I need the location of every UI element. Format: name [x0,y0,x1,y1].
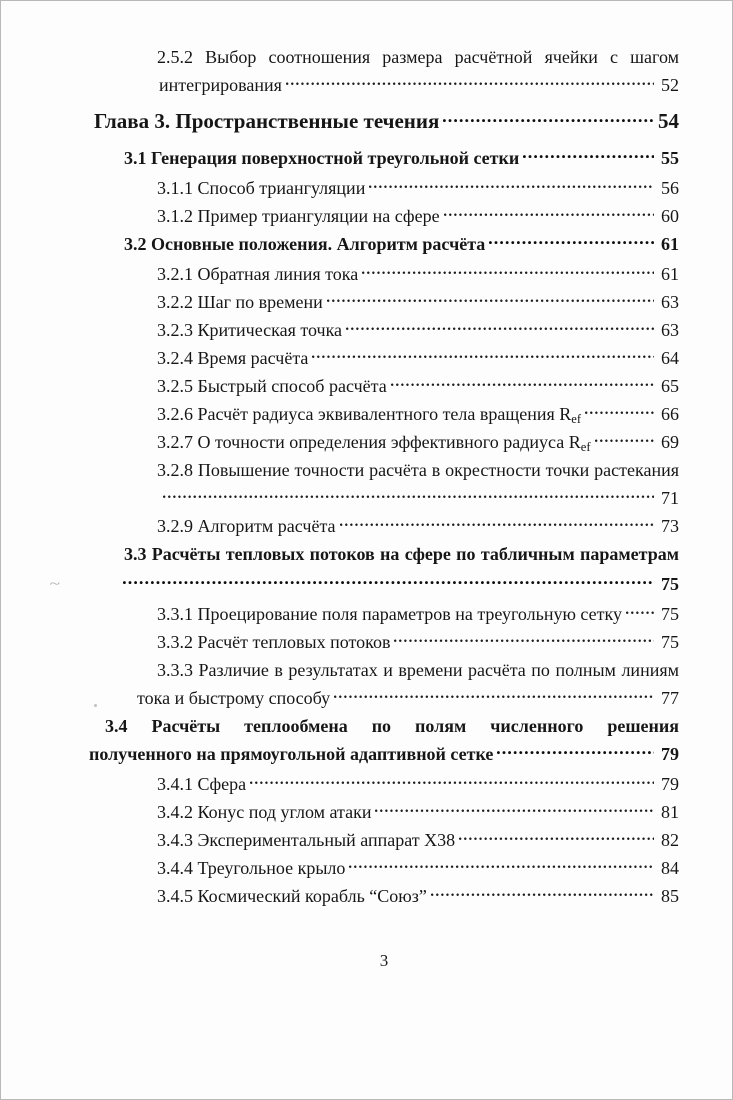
toc-entry-line: 3.2.7 О точности определения эффективного радиуса R $_{ef}$ 69 [157,428,679,456]
toc-entry-line [157,882,679,910]
page-number: 3 [379,951,389,970]
scan-artifact-dot [94,704,97,707]
toc-page-ref: 61 [661,234,679,254]
toc-entry-text: 3.4.3 Экспериментальный аппарат X38 [157,830,456,850]
toc-entry-line [157,316,679,344]
toc-entry-line [157,202,679,230]
toc-entry-line [157,288,679,316]
toc-entry-line [157,600,679,628]
toc-entry-text: 3.1.1 Способ триангуляции [157,178,366,198]
toc-page-ref: 75 [661,632,679,652]
toc-page-ref: 79 [661,774,679,794]
toc-entry-text: 3.1.2 Пример триангуляции на сфере [157,206,440,226]
toc-entry-text: 3.4 Расчёты теплообмена по полям численного решения [105,716,679,736]
toc-entry-text: 3.3.1 Проецирование поля параметров на треугольную сетку [157,604,622,624]
toc-entry-line [157,798,679,826]
toc-page-ref: 71 [661,488,679,508]
toc-page-ref: 63 [661,292,679,312]
toc-entry-text: 3.2 Основные положения. Алгоритм расчёта [124,234,486,254]
toc-page-ref: 85 [661,886,679,906]
toc-entry-text: 3.2.4 Время расчёта [157,348,309,368]
toc-entry-text: 3.2.3 Критическая точка [157,320,343,340]
toc-entry-text: 3.2.7 О точности определения эффективного радиуса R [157,432,581,452]
toc-entry-text: 3.4.4 Треугольное крыло [157,858,346,878]
toc-entry-text: 3.4.2 Конус под углом атаки [157,802,372,822]
toc-entry-line [124,230,679,258]
toc-entry-line [157,770,679,798]
toc-page-ref: 52 [661,75,679,95]
toc-entry-line [157,456,679,484]
toc-entry-line [157,43,679,71]
toc-entry-line [94,106,679,136]
toc-entry-line [157,344,679,372]
toc-entry-text: полученного на прямоугольной адаптивной сетке [89,744,494,764]
toc-entry-text: Глава 3. Пространственные течения [94,109,440,133]
toc-page-ref: 82 [661,830,679,850]
toc-entry-text: 3.2.6 Расчёт радиуса эквивалентного тела вращения R [157,404,572,424]
toc-page-ref: 73 [661,516,679,536]
toc-page-ref: 61 [661,264,679,284]
toc-page-ref: 60 [661,206,679,226]
toc-entry-text: 3.4.5 Космический корабль “Союз” [157,886,427,906]
toc-page-ref: 55 [661,148,679,168]
toc-entry-line [124,540,679,568]
toc-entry-line [137,684,679,712]
toc-entry-line: 3.2.6 Расчёт радиуса эквивалентного тела вращения R $_{ef}$ 66 [157,400,679,428]
toc-entry-line [157,174,679,202]
toc-entry-text: 3.2.8 Повышение точности расчёта в окрестности точки растекания [157,460,679,480]
toc-page-ref: 66 [661,404,679,424]
toc-entry-line [159,71,679,99]
toc-entry-text: тока и быстрому способу [137,688,331,708]
toc-page-ref: 84 [661,858,679,878]
toc-entry-line [157,628,679,656]
toc-entry-line [119,570,679,598]
toc-entry-text: 3.2.9 Алгоритм расчёта [157,516,336,536]
toc-entry-line [157,260,679,288]
toc-entry-line [105,712,679,740]
toc-page-ref: 69 [661,432,679,452]
toc-entry-text: 3.2.2 Шаг по времени [157,292,323,312]
toc-page-ref: 79 [661,744,679,764]
toc-entry-line [159,484,679,512]
toc-entry-text: 3.4.1 Сфера [157,774,247,794]
toc-entry-line [157,512,679,540]
toc-entry-line [157,854,679,882]
toc-page-ref: 63 [661,320,679,340]
toc-entry-line [157,372,679,400]
toc-entry-line [124,144,679,172]
toc-entry-text: 3.2.5 Быстрый способ расчёта [157,376,387,396]
toc-entry-line [157,826,679,854]
toc-page-ref: 64 [661,348,679,368]
toc-entry-line [157,656,679,684]
toc-entry-text: интегрирования [159,75,282,95]
toc-page-ref: 54 [658,109,679,133]
toc-entry-text: 3.3 Расчёты тепловых потоков на сфере по табличным параметрам [124,544,679,564]
toc-page-ref: 65 [661,376,679,396]
toc-page-ref: 75 [661,604,679,624]
toc-page-ref: 81 [661,802,679,822]
toc-entry-text: 3.2.1 Обратная линия тока [157,264,359,284]
toc-page-ref: 56 [661,178,679,198]
toc-page-ref: 75 [661,574,679,594]
toc-entry-text: 3.1 Генерация поверхностной треугольной сетки [124,148,520,168]
toc-entry-text: 3.3.3 Различие в результатах и времени расчёта по полным линиям [157,660,679,680]
scan-artifact-mark: ~ [49,577,61,592]
toc-entry-text: 2.5.2 Выбор соотношения размера расчётной ячейки с шагом [157,47,679,67]
toc-entry-line [89,740,679,768]
toc-page-ref: 77 [661,688,679,708]
table-of-contents [89,43,679,910]
toc-entry-text: 3.3.2 Расчёт тепловых потоков [157,632,391,652]
